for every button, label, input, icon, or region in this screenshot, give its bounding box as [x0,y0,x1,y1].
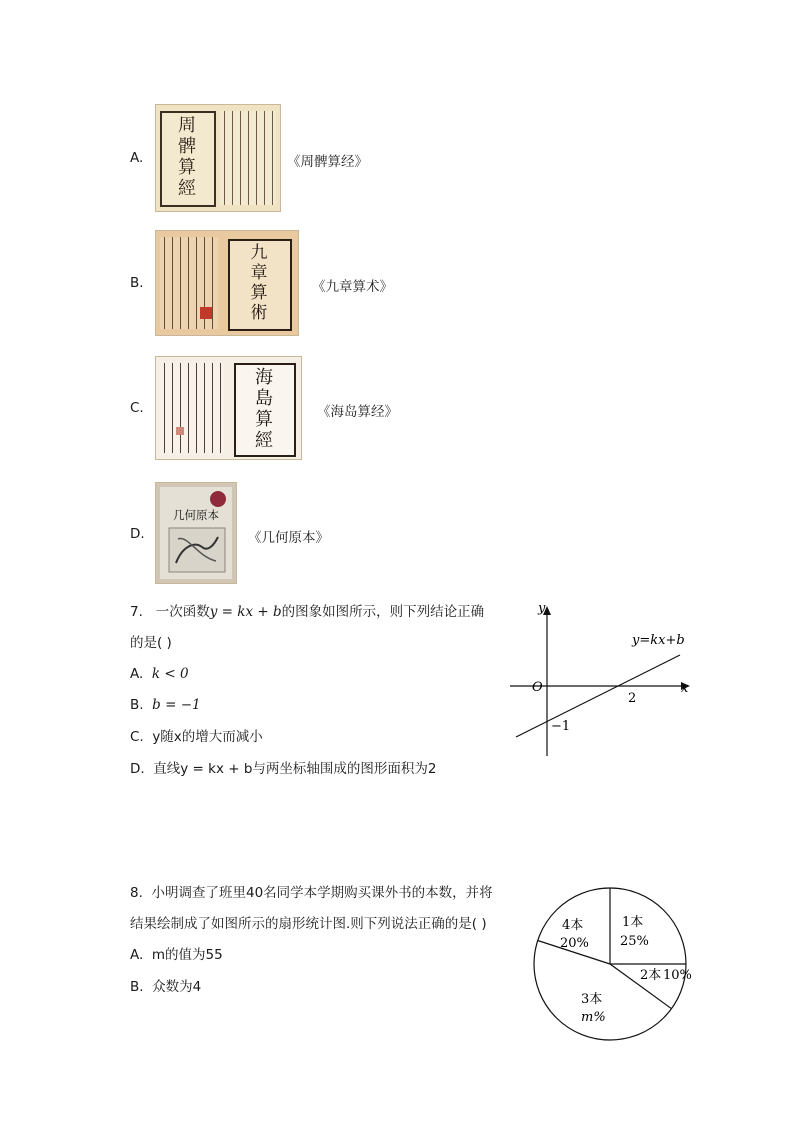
q8-stem-line1: 8. 小明调查了班里40名同学本学期购买课外书的本数，并将 [130,885,493,901]
slice-value-4: 20% [560,936,589,951]
q7-stem-line1: 7. 一次函数y = kx + b的图象如图所示，则下列结论正确 [130,604,485,620]
option-d-letter: D. [130,526,145,542]
line-label: y=kx+b [632,633,685,648]
slice-label-4: 4本 [562,918,584,933]
q8-option-a: A. m的值为55 [130,947,223,963]
slice-value-2: 10% [663,968,692,983]
book-image-haidao: 海 島 算 經 [155,356,302,460]
book-image-jihe-yuanben: 几何原本 [155,482,237,584]
slice-value-3: m% [581,1010,606,1025]
option-a-letter: A. [130,150,144,166]
q7-linear-function-graph [500,596,700,766]
q7-number: 7. [130,604,143,620]
q8-option-b: B. 众数为4 [130,979,202,995]
slice-label-3: 3本 [581,992,603,1007]
x-intercept-label: 2 [628,691,637,706]
slice-label-1: 1本 [622,915,644,930]
q8-stem-line2: 结果绘制成了如图所示的扇形统计图.则下列说法正确的是( ) [130,916,487,932]
slice-label-2: 2本 [640,968,662,983]
slice-value-1: 25% [620,934,649,949]
y-intercept-label: −1 [551,719,571,734]
option-c-caption: 《海岛算经》 [317,404,398,420]
option-d-caption: 《几何原本》 [248,530,329,546]
q7-stem-line2: 的是( ) [130,635,172,651]
q8-pie-chart [528,884,698,1046]
function-line [516,655,680,737]
book-image-jiuzhang: 九 章 算 術 [155,230,299,336]
y-axis-label: y [538,601,546,616]
q7-option-b: B. b = −1 [130,697,201,713]
x-axis-label: x [681,681,689,696]
q7-option-d: D. 直线y = kx + b与两坐标轴围成的图形面积为2 [130,761,437,777]
origin-label: O [532,680,543,695]
option-a-caption: 《周髀算经》 [287,154,368,170]
q7-option-c: C. y随x的增大而减小 [130,729,263,745]
option-c-letter: C. [130,400,144,416]
q7-stem-formula: y = kx + b [209,604,282,620]
q7-option-a: A. k < 0 [130,666,189,682]
book-image-zhoubi: 周 髀 算 經 [155,104,281,212]
option-b-letter: B. [130,275,144,291]
option-b-caption: 《九章算术》 [312,279,393,295]
q8-number: 8. [130,885,143,901]
